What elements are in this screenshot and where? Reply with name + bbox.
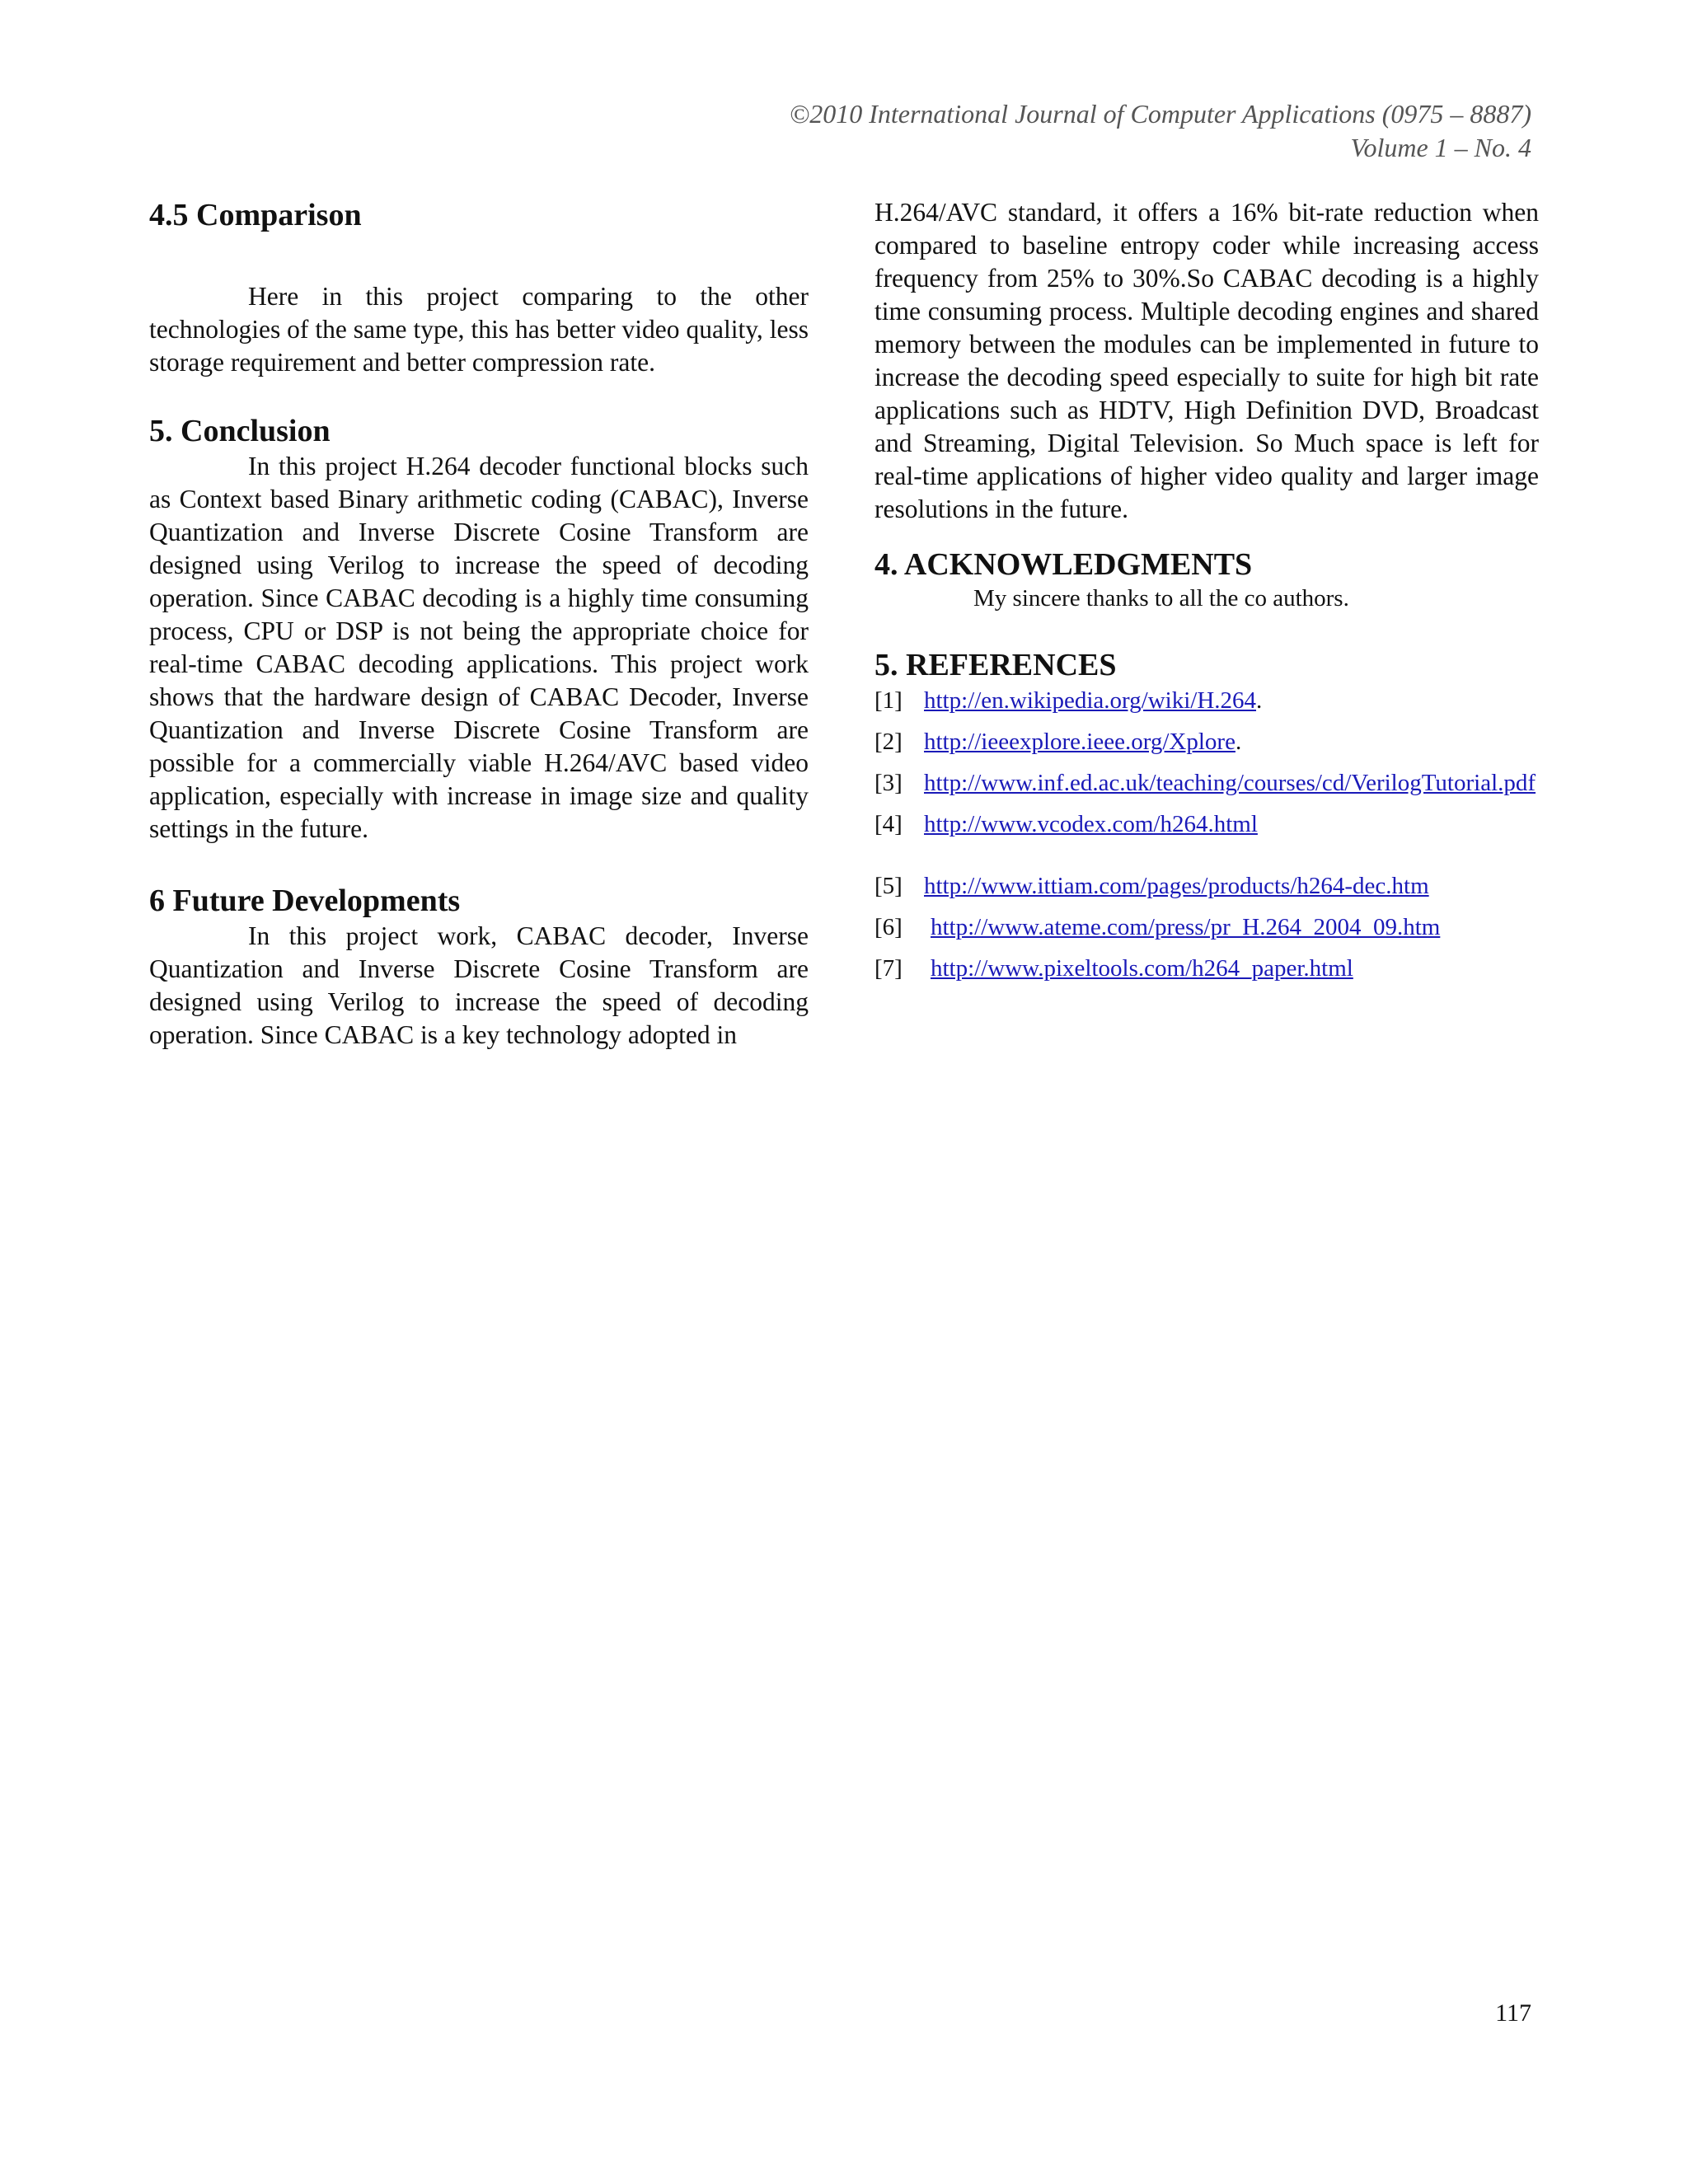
- reference-item-4: [874, 811, 1539, 838]
- reference-item-6: [874, 914, 1539, 941]
- reference-item-7: [874, 955, 1539, 982]
- journal-header: [542, 97, 1531, 165]
- reference-link[interactable]: http://www.inf.ed.ac.uk/teaching/courses/cd/VerilogTutorial.pdf: [924, 770, 1536, 796]
- reference-number: [1]: [874, 687, 903, 714]
- left-column: [149, 196, 809, 1052]
- reference-link[interactable]: http://www.ittiam.com/pages/products/h264-dec.htm: [924, 873, 1429, 899]
- journal-volume: Volume 1 – No. 4: [1350, 133, 1531, 162]
- reference-number: [3]: [874, 770, 903, 796]
- section-future-title: 6 Future Developments: [149, 883, 461, 918]
- section-acknowledgments-title: 4. ACKNOWLEDGMENTS: [874, 547, 1253, 582]
- page-number: 117: [1495, 1999, 1531, 2027]
- section-conclusion-body: In this project H.264 decoder functional blocks such as Context based Binary arithmetic coding (CABAC), Inverse Quantization and Inverse Discrete Cosine Transform are designed using Verilog to increase the speed of decoding operation. Since CABAC decoding is a highly time consuming process, CPU or DSP is not being the appropriate choice for real-time CABAC decoding applications. This project work shows that the hardware design of CABAC Decoder, Inverse Quantization and Inverse Discrete Cosine Transform are possible for a commercially viable H.264/AVC based video application, especially with increase in image size and quality settings in the future.: [149, 452, 809, 843]
- reference-item-2: [874, 729, 1539, 756]
- reference-link[interactable]: http://ieeexplore.ieee.org/Xplore: [924, 729, 1236, 755]
- right-column: [874, 196, 1539, 996]
- reference-number: [2]: [874, 729, 903, 755]
- reference-number: [4]: [874, 811, 903, 837]
- reference-number: [6]: [874, 914, 903, 940]
- reference-item-1: [874, 687, 1539, 715]
- reference-item-3: [874, 770, 1539, 797]
- section-comparison-body: Here in this project comparing to the other technologies of the same type, this has better video quality, less storage requirement and better compression rate.: [149, 282, 809, 377]
- reference-suffix: .: [1256, 687, 1263, 714]
- reference-number: [5]: [874, 873, 903, 899]
- reference-link[interactable]: http://www.pixeltools.com/h264_paper.html: [931, 955, 1353, 982]
- reference-number: [7]: [874, 955, 903, 982]
- section-future-continued: H.264/AVC standard, it offers a 16% bit-rate reduction when compared to baseline entropy coder while increasing access frequency from 25% to 30%.So CABAC decoding is a highly time consuming process. Multiple decoding engines and shared memory between the modules can be implemented in future to increase the decoding speed especially to suite for high bit rate applications such as HDTV, High Definition DVD, Broadcast and Streaming, Digital Television. So Much space is left for real-time applications of higher video quality and larger image resolutions in the future.: [874, 198, 1539, 523]
- section-acknowledgments-body: My sincere thanks to all the co authors.: [973, 585, 1349, 612]
- section-references-title: 5. REFERENCES: [874, 648, 1117, 682]
- section-future-body: In this project work, CABAC decoder, Inverse Quantization and Inverse Discrete Cosine Transform are designed using Verilog to increase the speed of decoding operation. Since CABAC is a key technology adopted in: [149, 921, 809, 1049]
- section-conclusion-title: 5. Conclusion: [149, 414, 331, 448]
- reference-link[interactable]: http://www.vcodex.com/h264.html: [924, 811, 1258, 837]
- reference-list: [874, 687, 1539, 982]
- section-comparison-title: 4.5 Comparison: [149, 198, 362, 232]
- reference-link[interactable]: http://en.wikipedia.org/wiki/H.264: [924, 687, 1257, 714]
- journal-title: ©2010 International Journal of Computer Applications (0975 – 8887): [789, 99, 1531, 129]
- reference-item-5: [874, 873, 1539, 900]
- reference-link[interactable]: http://www.ateme.com/press/pr_H.264_2004_09.htm: [931, 914, 1441, 940]
- reference-suffix: .: [1235, 729, 1242, 755]
